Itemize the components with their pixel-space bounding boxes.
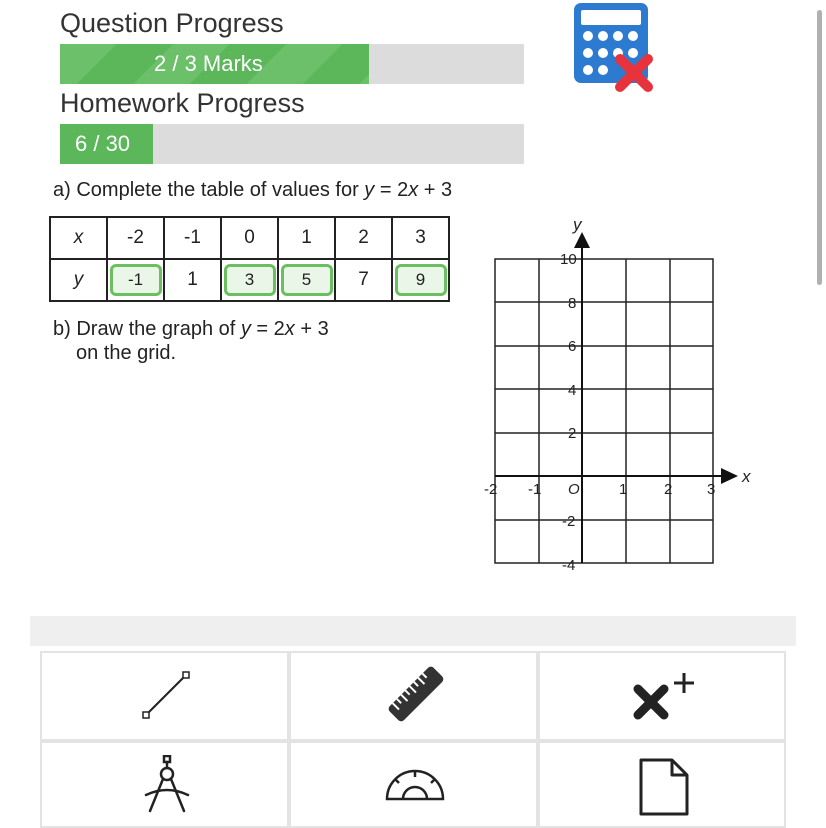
homework-progress-bar: [60, 124, 524, 164]
part-b-text: b) Draw the graph of: [53, 318, 241, 340]
values-table: [49, 216, 450, 302]
x-tick: 1: [619, 481, 628, 498]
y-cell: [107, 259, 164, 301]
part-a-instruction: [53, 179, 452, 202]
y-tick: 2: [568, 425, 577, 442]
x-axis-label: x: [742, 467, 751, 486]
table-row-x: [50, 217, 449, 259]
y-header: y: [73, 269, 84, 290]
x-cell: 3: [392, 217, 449, 259]
equation-var-x: x: [408, 179, 419, 201]
y-cell: [278, 259, 335, 301]
line-tool-button[interactable]: [40, 651, 289, 741]
equation-tail: + 3: [294, 318, 329, 340]
x-axis-arrow-icon: [721, 468, 738, 484]
y-cell: 7: [335, 259, 392, 301]
y-tick: 8: [568, 295, 577, 312]
equation-var-y: y: [240, 318, 251, 340]
origin-label: O: [568, 481, 580, 498]
blank-page-tool-button[interactable]: [538, 741, 786, 828]
part-b-instruction: [53, 318, 329, 341]
x-cell: 2: [335, 217, 392, 259]
y-axis-label: y: [573, 215, 582, 234]
equation-var-x: x: [284, 318, 295, 340]
x-cell: 0: [221, 217, 278, 259]
y-tick: -4: [562, 557, 576, 574]
y-tick: 10: [560, 251, 577, 268]
equation-part: = 2: [374, 179, 409, 201]
toolbar-header: [30, 616, 796, 646]
document-icon: [638, 757, 690, 817]
x-tick: -1: [528, 481, 542, 498]
scrollbar-thumb[interactable]: [817, 10, 822, 285]
protractor-tool-button[interactable]: [289, 741, 538, 828]
x-tick: 3: [707, 481, 716, 498]
cross-plus-icon: [630, 669, 700, 725]
x-header-cell: [50, 217, 107, 259]
add-point-tool-button[interactable]: [538, 651, 786, 741]
y-tick: -2: [562, 513, 576, 530]
answer-box[interactable]: 9: [395, 264, 447, 296]
y-cell: [392, 259, 449, 301]
part-a-text: a) Complete the table of values for: [53, 179, 365, 201]
x-cell: -2: [107, 217, 164, 259]
x-header: x: [73, 227, 84, 248]
equation-part: = 2: [250, 318, 285, 340]
y-header-cell: [50, 259, 107, 301]
compass-tool-button[interactable]: [40, 741, 289, 828]
x-tick: 2: [664, 481, 673, 498]
equation-var-y: y: [364, 179, 375, 201]
equation-tail: + 3: [418, 179, 453, 201]
table-row-y: [50, 259, 449, 301]
calculator-disabled-icon[interactable]: [572, 3, 658, 95]
question-progress-bar: [60, 44, 524, 84]
question-progress-label: 2 / 3 Marks: [154, 51, 263, 76]
axes: [495, 242, 726, 563]
coordinate-grid[interactable]: [470, 212, 760, 584]
line-segment-icon: [140, 669, 192, 721]
y-cell: [221, 259, 278, 301]
x-cell: -1: [164, 217, 221, 259]
y-axis-arrow-icon: [574, 232, 590, 248]
homework-progress-label: 6 / 30: [75, 131, 131, 156]
answer-box[interactable]: 5: [281, 264, 333, 296]
x-cell: 1: [278, 217, 335, 259]
compass-icon: [140, 755, 194, 815]
question-progress-title: Question Progress: [60, 8, 284, 38]
y-cell: 1: [164, 259, 221, 301]
answer-box[interactable]: -1: [110, 264, 162, 296]
y-tick: 6: [568, 338, 577, 355]
x-tick: -2: [484, 481, 498, 498]
grid-lines: [495, 259, 716, 563]
ruler-icon: [385, 663, 447, 725]
part-b-line2: on the grid.: [76, 342, 177, 364]
ruler-tool-button[interactable]: [289, 651, 538, 741]
answer-box[interactable]: 3: [224, 264, 276, 296]
y-tick: 4: [568, 382, 577, 399]
homework-progress-title: Homework Progress: [60, 88, 305, 118]
protractor-icon: [383, 765, 447, 805]
